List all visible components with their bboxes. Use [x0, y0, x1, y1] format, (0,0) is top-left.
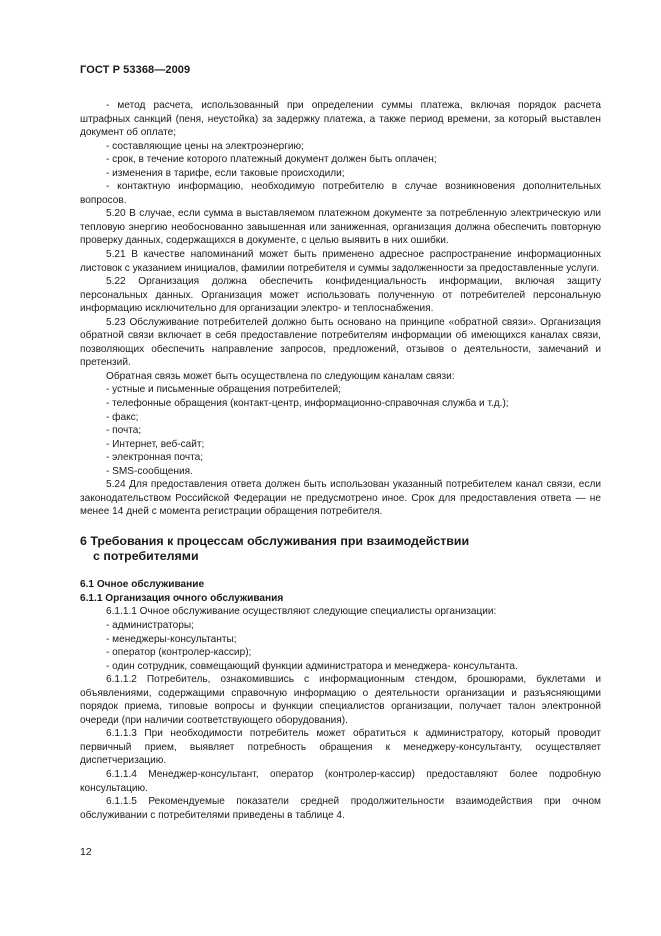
channel-oral-written: - устные и письменные обращения потребителей;	[106, 384, 341, 396]
staff-administrators: - администраторы;	[106, 620, 194, 631]
bullet-calculation-method: - метод расчета, использованный при определении суммы платежа, включая порядок расчета штрафных санкций (пеня, неустойка) за задержку платежа, а также период времени, за который выставлен документ об оплате;	[80, 100, 601, 139]
bullet-payment-deadline: - срок, в течение которого платежный документ должен быть оплачен;	[106, 154, 437, 166]
paragraph-5-21: 5.21 В качестве напоминаний может быть применено адресное распространение информационных листовок с указанием инициалов, фамилии потребителя и суммы задолженности за предоставленные услуги.	[80, 249, 601, 274]
subsection-6-1-title: 6.1 Очное обслуживание	[80, 579, 205, 591]
document-page	[80, 64, 601, 821]
paragraph-5-23: 5.23 Обслуживание потребителей должно быть основано на принципе «обратной связи». Организация обратной связи включает в себя предоставление потребителям информации об имеющихся каналах связи, позволяющих обеспечить направление запросов, предложений, отзывов о деятельности, замечаний и претензий.	[80, 316, 601, 369]
section-6-title-line1: 6 Требования к процессам обслуживания при взаимодействии	[80, 533, 470, 548]
paragraph-5-24: 5.24 Для предоставления ответа должен быть использован указанный потребителем канал связи, если законодательством Российской Федерации не предусмотрено иное. Срок для предоставления ответа — не менее 14 дней с момента регистрации обращения потребителя.	[80, 479, 601, 518]
channel-internet: - Интернет, веб-сайт;	[106, 438, 205, 450]
page-number: 12	[80, 846, 92, 858]
channels-intro: Обратная связь может быть осуществлена по следующим каналам связи:	[106, 370, 455, 382]
paragraph-5-20: 5.20 В случае, если сумма в выставляемом платежном документе за потребленную электрическую или тепловую энергию необоснованно завышенная или заниженная, организация должна обеспечить повторную проверку данных, содержащихся в документе, с целью выявить в них ошибки.	[80, 208, 601, 247]
subsection-6-1-1-title: 6.1.1 Организация очного обслуживания	[80, 592, 284, 604]
section-6-title-line2: с потребителями	[93, 549, 199, 564]
paragraph-6-1-1-5: 6.1.1.5 Рекомендуемые показатели средней продолжительности взаимодействия при очном обслуживании с потребителями приведены в таблице 4.	[80, 796, 601, 821]
staff-combined: - один сотрудник, совмещающий функции администратора и менеджера- консультанта.	[106, 660, 518, 672]
document-body	[80, 99, 601, 822]
staff-managers: - менеджеры-консультанты;	[106, 633, 237, 645]
paragraph-6-1-1-4: 6.1.1.4 Менеджер-консультант, оператор (контролер-кассир) предоставляют более подробную консультацию.	[80, 769, 601, 794]
channel-fax: - факс;	[106, 411, 139, 423]
channel-phone: - телефонные обращения (контакт-центр, информационно-справочная служба и т.д.);	[106, 398, 509, 410]
paragraph-6-1-1-1: 6.1.1.1 Очное обслуживание осуществляют следующие специалисты организации:	[106, 606, 497, 618]
channel-sms: - SMS-сообщения.	[106, 465, 193, 477]
paragraph-6-1-1-2: 6.1.1.2 Потребитель, ознакомившись с информационным стендом, брошюрами, буклетами и объявлениями, содержащими справочную информацию о деятельности организации и разъясняющими порядок приема, типовые вопросы и функции специалистов организации, получает талон электронной очереди (при наличии соответствующего оборудования).	[80, 674, 601, 726]
bullet-tariff-changes: - изменения в тарифе, если таковые происходили;	[106, 167, 345, 179]
section-6-title	[80, 534, 601, 564]
channel-mail: - почта;	[106, 425, 142, 437]
staff-operator: - оператор (контролер-кассир);	[106, 647, 252, 659]
bullet-contact-info: - контактную информацию, необходимую потребителю в случае возникновения дополнительных вопросов.	[80, 181, 601, 206]
paragraph-6-1-1-3: 6.1.1.3 При необходимости потребитель может обратиться к администратору, который проводит первичный прием, выявляет потребность обращения к менеджеру-консультанту, осуществляет диспетчеризацию.	[80, 728, 601, 767]
bullet-price-components: - составляющие цены на электроэнергию;	[106, 140, 304, 152]
paragraph-5-22: 5.22 Организация должна обеспечить конфиденциальность информации, включая защиту персональных данных. Организация может использовать полученную от потребителей персональную информацию исключительно для организации электро- и теплоснабжения.	[80, 276, 601, 315]
document-header: ГОСТ Р 53368—2009	[80, 64, 191, 76]
channel-email: - электронная почта;	[106, 452, 204, 464]
